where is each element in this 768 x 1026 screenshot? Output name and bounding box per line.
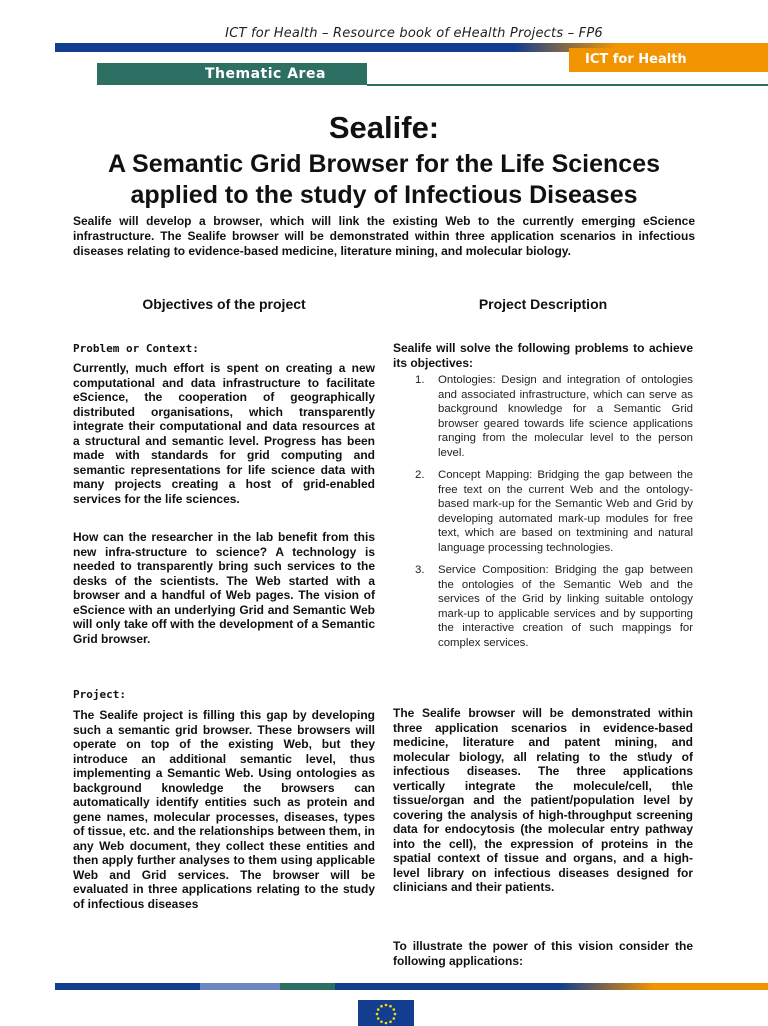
project-paragraph: The Sealife project is filling this gap by developing such a semantic grid browser. These browsers will operate on top of the existing Web, but they introduce an additional semantic level, thus implementing a Semantic Web. Using ontologies as background knowledge the browsers can automatically identify entities such as protein and gene names, molecular processes, diseases, types of tissue, etc. and the relationships between them, in any Web document, they collect these entities and then apply further analyses to them using applicable Web and Grid services. The browser will be evaluated in three applications relating to the study of infectious diseases bbox=[73, 708, 375, 911]
list-item: 2. Concept Mapping: Bridging the gap between the free text on the current Web and the ontology-based mark-up for the Semantic Web and Grid by developing automated mark-up modules for free text, which are based on textmining and natural language processing technologies. bbox=[415, 469, 693, 554]
question-paragraph: How can the researcher in the lab benefit from this new infra-structure to science? A technology is needed to transparently bring such services to the desks of the scientists. The Web started with a browser and a handful of Web pages. The vision of eScience with an underlying Grid and Semantic Web will only take off with the development of a Semantic Grid browser. bbox=[73, 530, 375, 646]
list-item: 3. Service Composition: Bridging the gap between the ontologies of the Semantic Web and the services of the Grid by linking suitable ontology mark-up to applicable services and by supporting the interactive creation of such mappings for complex services. bbox=[415, 564, 693, 649]
page-subtitle-line1: A Semantic Grid Browser for the Life Sciences bbox=[107, 150, 660, 178]
description-heading: Project Description bbox=[478, 296, 608, 312]
footer-band-accent bbox=[560, 983, 768, 990]
illustrate-paragraph: To illustrate the power of this vision consider the following applications: bbox=[393, 939, 693, 968]
resource-book-header: ICT for Health – Resource book of eHealth Projects – FP6 bbox=[225, 26, 603, 41]
thematic-area-label: Thematic Area bbox=[97, 63, 367, 85]
thematic-divider bbox=[367, 84, 768, 86]
demonstration-paragraph: The Sealife browser will be demonstrated within three application scenarios in evidence-based medicine, literature and patent mining, and molecular biology, all relating to the st\udy of infectious diseases. The three applications vertically integrate the molecule/cell, th\e tissue/organ and the patient/population level by covering the analysis of high-throughput screening data for endocytosis (the molecular entry pathway into the cell), the expression of proteins in the spatial context of tissue and organs, and a high-level library on infectious diseases designed for clinicians and their patients. bbox=[393, 706, 693, 894]
objectives-heading: Objectives of the project bbox=[142, 296, 306, 312]
footer-band-segment bbox=[280, 983, 335, 990]
eu-flag-icon bbox=[358, 1000, 414, 1026]
project-label: Project: bbox=[73, 688, 126, 701]
intro-paragraph: Sealife will develop a browser, which will link the existing Web to the currently emerging eScience infrastructure. The Sealife browser will be demonstrated within three application scenarios in infectious diseases relating to evidence-based medicine, literature mining, and molecular biology. bbox=[73, 214, 695, 258]
page-subtitle-line2: applied to the study of Infectious Diseases bbox=[130, 181, 638, 209]
ict-for-health-badge: ICT for Health bbox=[569, 48, 768, 72]
problem-label: Problem or Context: bbox=[73, 342, 199, 355]
footer-band-segment bbox=[200, 983, 280, 990]
objectives-list bbox=[393, 373, 693, 658]
page-title: Sealife: bbox=[328, 110, 440, 145]
solve-intro-paragraph: Sealife will solve the following problems to achieve its objectives: bbox=[393, 341, 693, 370]
list-item: 1. Ontologies: Design and integration of ontologies and associated infrastructure, which can serve as background knowledge for a Semantic Grid browser geared towards life science applications ranging from the molecular level to the person level. bbox=[415, 374, 693, 459]
problem-paragraph: Currently, much effort is spent on creating a new computational and data infrastructure to facilitate eScience, the cooperation of geographically distributed organisations, which transparently integrate their computational and data resources at a structural and semantic level. Progress has been made with standards for grid computing and semantic representations for life science data with many projects creating a host of grid-enabled services for the life sciences. bbox=[73, 361, 375, 506]
